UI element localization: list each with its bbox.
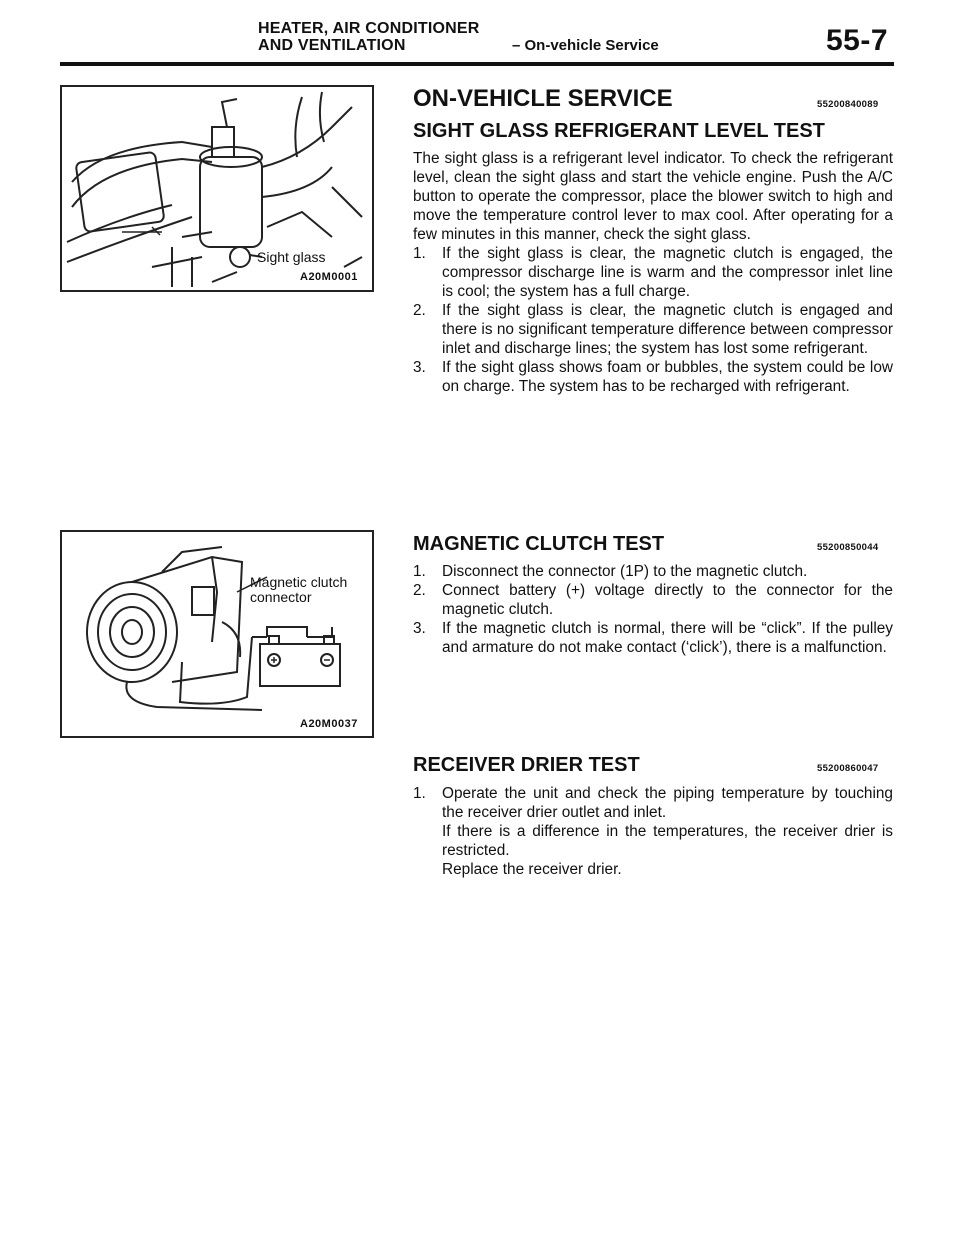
magnetic-clutch-body — [413, 562, 893, 657]
list-item — [413, 581, 893, 619]
header-rule — [60, 62, 894, 66]
magnetic-clutch-illustration — [62, 532, 372, 736]
list-item-number: 1. — [413, 245, 426, 262]
section-title-line1: HEATER, AIR CONDITIONER — [258, 20, 480, 37]
receiver-drier-body — [413, 784, 893, 879]
figure-code: A20M0037 — [300, 718, 358, 730]
list-item — [413, 301, 893, 358]
sight-glass-label: Sight glass — [257, 249, 326, 265]
list-item-number: 1. — [413, 563, 426, 580]
list-item-number: 1. — [413, 785, 426, 802]
list-item-number: 2. — [413, 302, 426, 319]
receiver-drier-note: If there is a difference in the temperatures, the receiver drier is restricted. — [442, 823, 893, 859]
figure-code: A20M0001 — [300, 271, 358, 283]
magnetic-clutch-label-line2: connector — [250, 589, 312, 605]
page-title: ON-VEHICLE SERVICE — [413, 85, 673, 112]
sight-glass-figure — [60, 85, 374, 292]
list-item-text: If the sight glass shows foam or bubbles, the system could be low on charge. The system has to be recharged with refrigerant. — [442, 359, 893, 395]
list-item — [413, 784, 893, 822]
list-item-text: If the sight glass is clear, the magnetic clutch is engaged, the compressor discharge line is warm and the compressor inlet line is cool; the system has a full charge. — [442, 245, 893, 300]
page-number: 55-7 — [826, 24, 889, 57]
section-title — [258, 20, 480, 54]
title-code: 55200840089 — [817, 99, 879, 110]
list-item-text: Operate the unit and check the piping temperature by touching the receiver drier outlet and inlet. — [442, 785, 893, 821]
magnetic-clutch-code: 55200850044 — [817, 542, 879, 553]
list-item — [413, 358, 893, 396]
list-item-number: 2. — [413, 582, 426, 599]
subsection-title: – On-vehicle Service — [512, 37, 659, 54]
sight-glass-body — [413, 149, 893, 396]
list-item-text: Connect battery (+) voltage directly to the connector for the magnetic clutch. — [442, 582, 893, 618]
list-item — [413, 619, 893, 657]
list-item — [413, 244, 893, 301]
receiver-drier-code: 55200860047 — [817, 763, 879, 774]
list-item-number: 3. — [413, 620, 426, 637]
sight-glass-illustration — [62, 87, 372, 290]
receiver-drier-heading: RECEIVER DRIER TEST — [413, 754, 640, 776]
magnetic-clutch-figure — [60, 530, 374, 738]
receiver-drier-action: Replace the receiver drier. — [442, 861, 622, 878]
list-item-text: If the sight glass is clear, the magnetic clutch is engaged and there is no significant temperature difference between compressor inlet and discharge lines; the system has lost some refrigerant. — [442, 302, 893, 357]
section-title-line2: AND VENTILATION — [258, 37, 406, 54]
list-item-text: Disconnect the connector (1P) to the magnetic clutch. — [442, 563, 808, 580]
list-item — [413, 562, 893, 581]
sight-glass-intro: The sight glass is a refrigerant level indicator. To check the refrigerant level, clean the sight glass and start the vehicle engine. Push the A/C button to operate the compressor, place the blower switch to high and move the temperature control lever to max cool. After operating for a few minutes in this manner, check the sight glass. — [413, 150, 893, 243]
magnetic-clutch-label-line1: Magnetic clutch — [250, 574, 348, 590]
list-item-text: If the magnetic clutch is normal, there will be “click”. If the pulley and armature do not make contact (‘click’), there is a malfunction. — [442, 620, 893, 656]
list-item-number: 3. — [413, 359, 426, 376]
sight-glass-heading: SIGHT GLASS REFRIGERANT LEVEL TEST — [413, 120, 825, 142]
magnetic-clutch-heading: MAGNETIC CLUTCH TEST — [413, 533, 665, 555]
